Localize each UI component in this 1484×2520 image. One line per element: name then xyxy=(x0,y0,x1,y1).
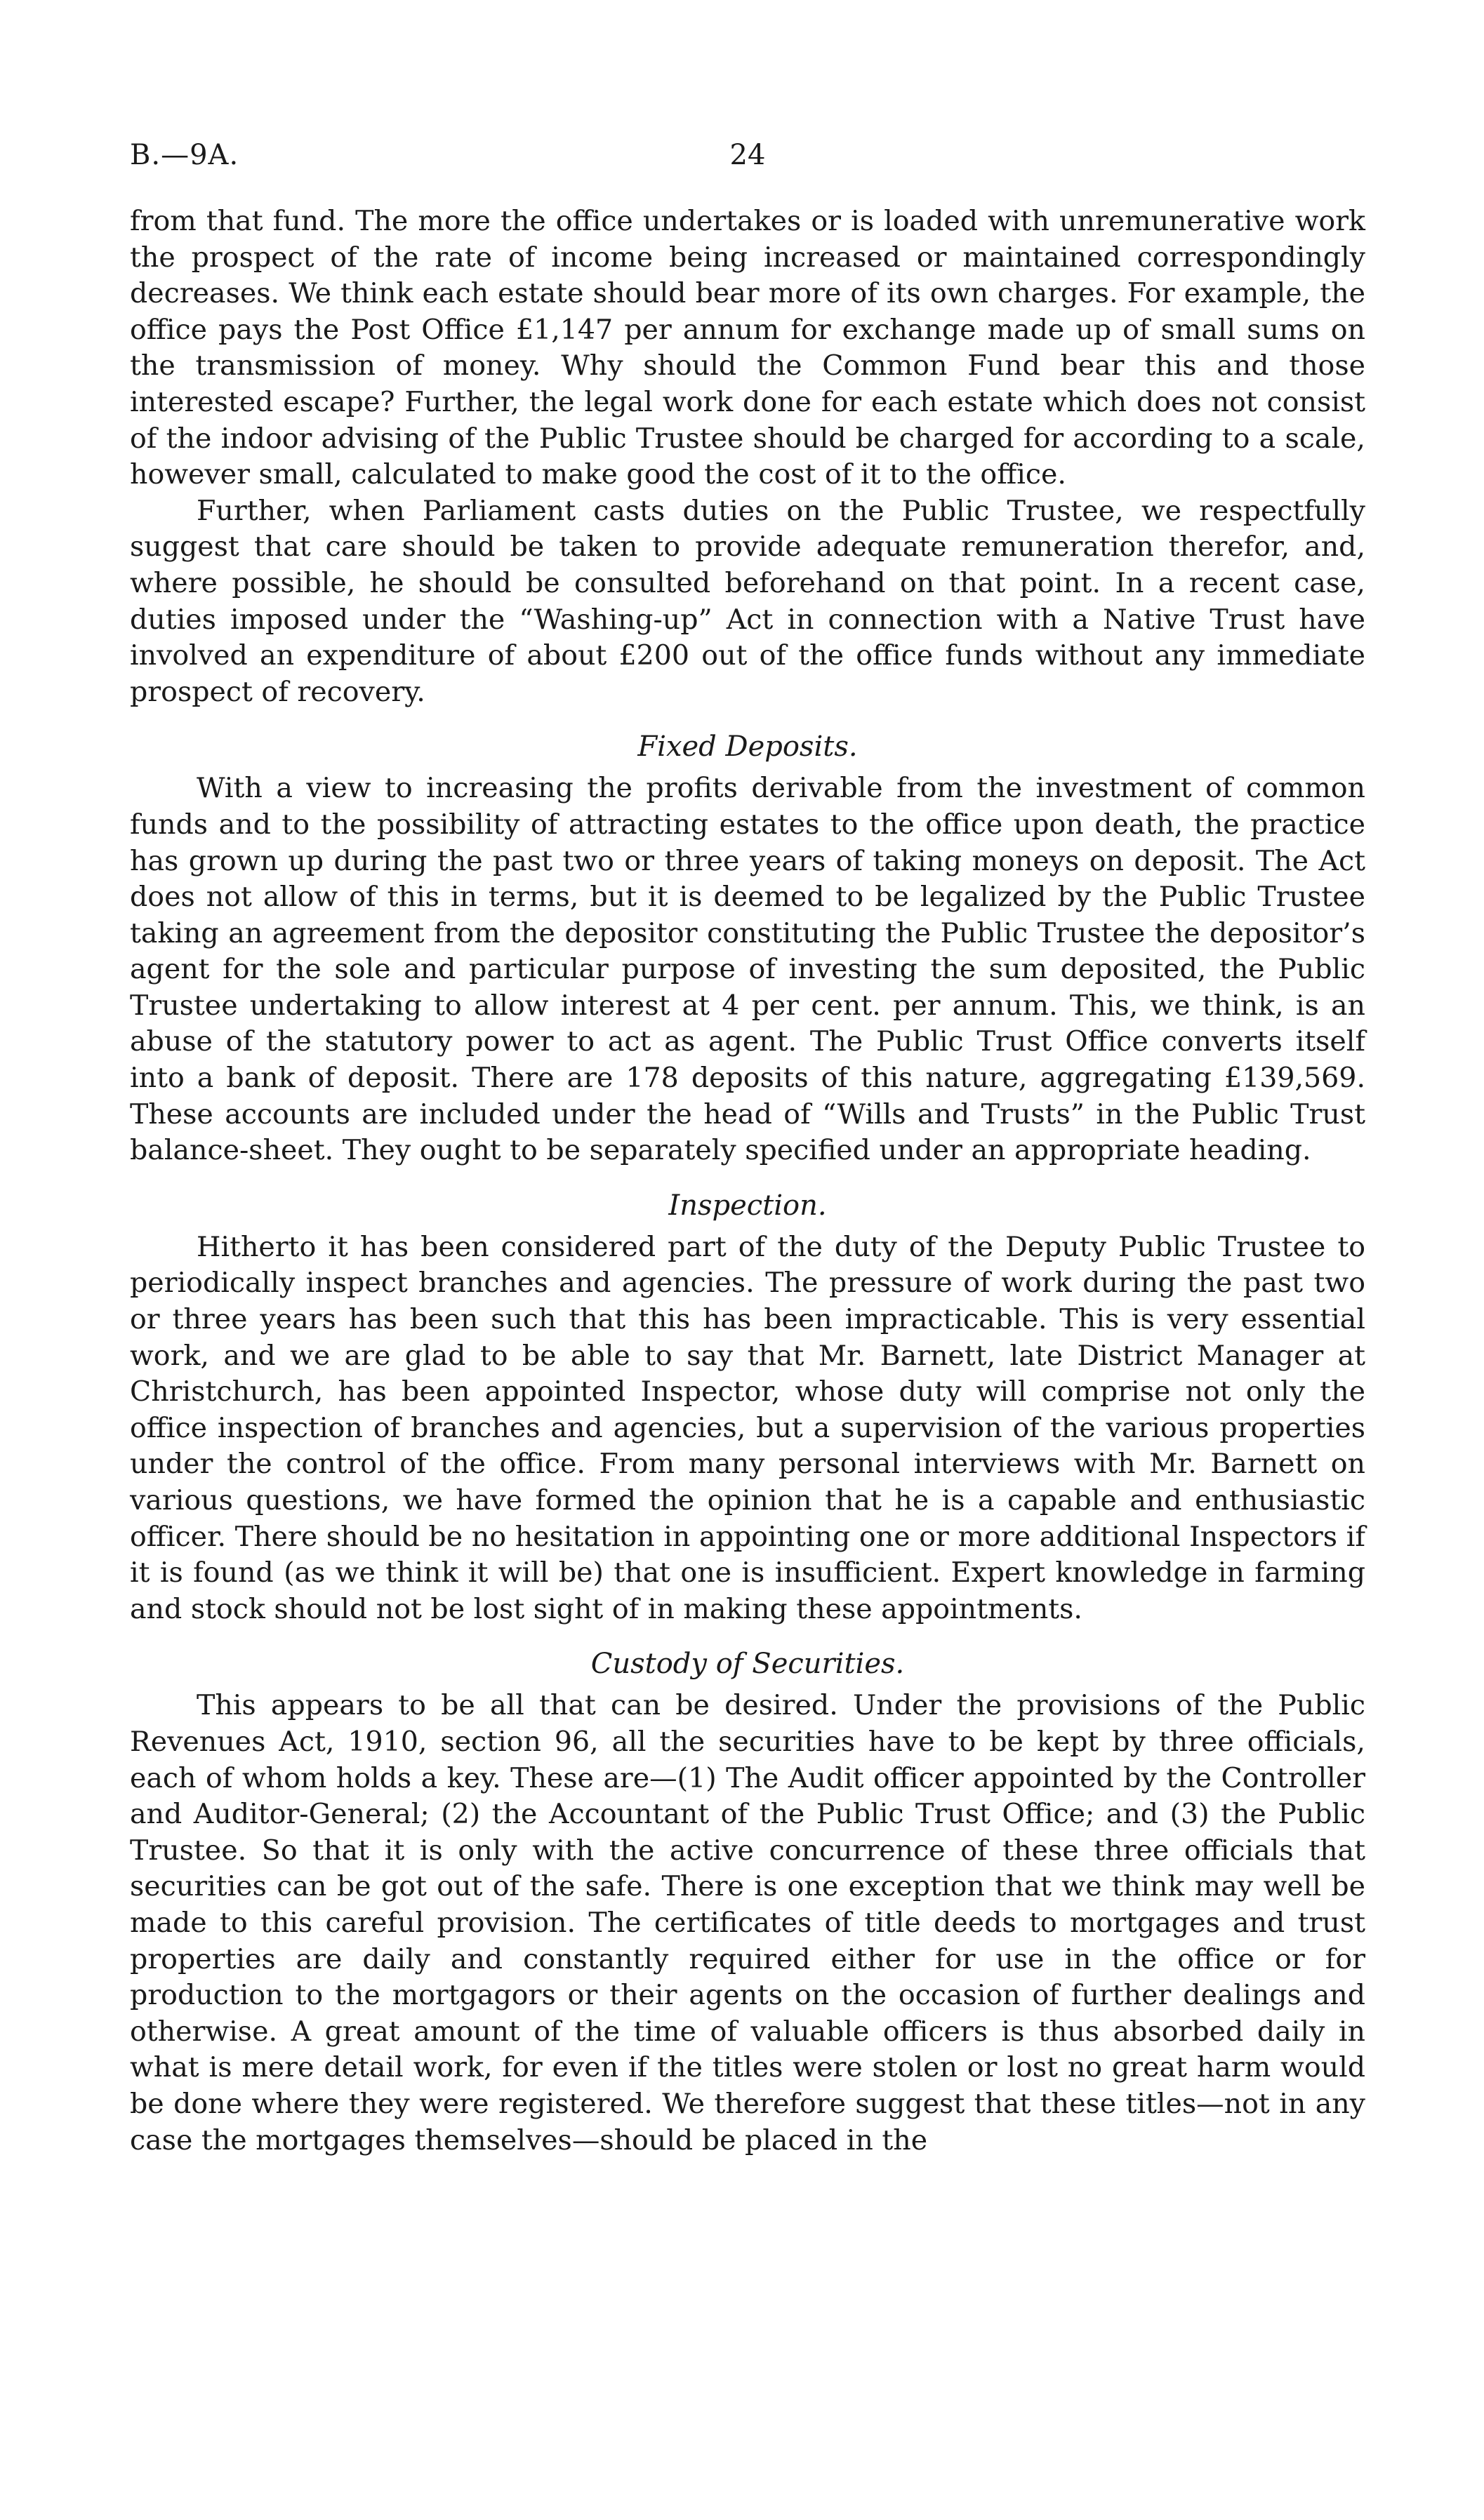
heading-fixed-deposits: Fixed Deposits. xyxy=(637,731,858,764)
document-body xyxy=(130,204,1365,2159)
page-header xyxy=(130,139,1365,181)
paragraph-inspection: Hitherto it has been considered part of the duty of the Deputy Public Trustee to periodically inspect branches and agencies. The pressure of work during the past two or three years has been such that this has been impracticable. This is very essential work, and we are glad to be able to say that Mr. Barnett, late District Manager at Christchurch, has been appointed Inspector, whose duty will comprise not only the office inspection of branches and agencies, but a supervision of the various properties under the control of the office. From many personal interviews with Mr. Barnett on various questions, we have formed the opinion that he is a capable and enthusiastic officer. There should be no hesitation in appointing one or more additional Inspectors if it is found (as we think it will be) that one is insufficient. Expert knowledge in farming and stock should not be lost sight of in making these appointments. xyxy=(130,1230,1365,1625)
paragraph-custody-of-securities: This appears to be all that can be desired. Under the provisions of the Public Revenues Act, 1910, section 96, all the securities have to be kept by three officials, each of whom holds a key. These are—(1) The Audit officer appointed by the Controller and Auditor-General; (2) the Accountant of the Public Trust Office; and (3) the Public Trustee. So that it is only with the active concurrence of these three officials that securities can be got out of the safe. There is one exception that we think may well be made to this careful provision. The certificates of title deeds to mortgages and trust properties are daily and constantly required either for use in the office or for production to the mortgagors or their agents on the occasion of further dealings and otherwise. A great amount of the time of valuable officers is thus absorbed daily in what is mere detail work, for even if the titles were stolen or lost no great harm would be done where they were registered. We therefore suggest that these titles—not in any case the mortgages themselves—should be placed in the xyxy=(130,1689,1365,2156)
paragraph-continued: from that fund. The more the office undertakes or is loaded with unremunerative work the prospect of the rate of income being increased or maintained correspondingly decreases. We think each estate should bear more of its own charges. For example, the office pays the Post Office £1,147 per annum for exchange made up of small sums on the transmission of money. Why should the Common Fund bear this and those interested escape? Further, the legal work done for each estate which does not consist of the indoor advising of the Public Trustee should be charged for according to a scale, however small, calculated to make good the cost of it to the office. xyxy=(130,205,1365,491)
page-number: 24 xyxy=(729,139,766,171)
document-reference: B.—9A. xyxy=(130,139,239,171)
paragraph-parliament-duties: Further, when Parliament casts duties on the Public Trustee, we respectfully suggest that care should be taken to provide adequate remuneration therefor, and, where possible, he should be consulted beforehand on that point. In a recent case, duties imposed under the “Washing-up” Act in connection with a Native Trust have involved an expenditure of about £200 out of the office funds without any immediate prospect of recovery. xyxy=(130,494,1365,708)
paragraph-fixed-deposits: With a view to increasing the profits derivable from the investment of common funds and to the possibility of attracting estates to the office upon death, the practice has grown up during the past two or three years of taking moneys on deposit. The Act does not allow of this in terms, but it is deemed to be legalized by the Public Trustee taking an agreement from the depositor constituting the Public Trustee the depositor’s agent for the sole and particular purpose of investing the sum deposited, the Public Trustee undertaking to allow interest at 4 per cent. per annum. This, we think, is an abuse of the statutory power to act as agent. The Public Trust Office converts itself into a bank of deposit. There are 178 deposits of this nature, aggregating £139,569. These accounts are included under the head of “Wills and Trusts” in the Public Trust balance-sheet. They ought to be separately specified under an appropriate heading. xyxy=(130,772,1365,1167)
heading-custody-of-securities: Custody of Securities. xyxy=(590,1648,905,1681)
heading-inspection: Inspection. xyxy=(668,1189,827,1222)
